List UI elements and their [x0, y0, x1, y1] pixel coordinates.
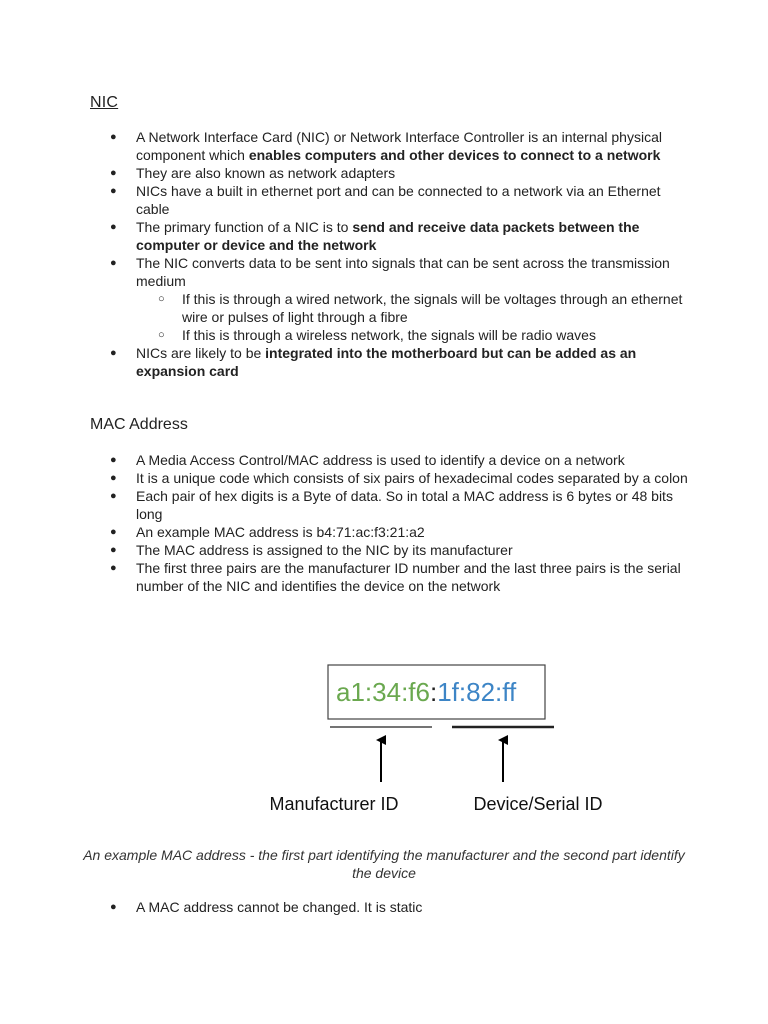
list-item: ● An example MAC address is b4:71:ac:f3:21:a2	[110, 523, 690, 541]
manufacturer-part-text: a1:34:f6	[336, 677, 430, 707]
mac-address-text	[336, 677, 517, 707]
mac-heading: MAC Address	[90, 416, 188, 433]
final-bullet-list	[110, 898, 690, 916]
bullet-text: NICs have a built in ethernet port and can be connected to a network via an Ethernet cable	[136, 183, 661, 217]
sub-list-item: ○ If this is through a wireless network, the signals will be radio waves	[136, 326, 690, 344]
device-part-text: 1f:82:ff	[437, 677, 517, 707]
list-item: ● The MAC address is assigned to the NIC by its manufacturer	[110, 541, 690, 559]
bullet-text: A Network Interface Card (NIC) or Network Interface Controller is an internal physical component which	[136, 129, 662, 163]
bullet-text: The NIC converts data to be sent into signals that can be sent across the transmission medium	[136, 255, 670, 289]
separator-text: :	[429, 677, 438, 707]
sub-list-item: ○ If this is through a wired network, the signals will be voltages through an ethernet wire or pulses of light through a fibre	[136, 290, 690, 326]
list-item: ● The first three pairs are the manufacturer ID number and the last three pairs is the serial number of the NIC and identifies the device on the network	[110, 559, 690, 595]
list-item: ● A Media Access Control/MAC address is used to identify a device on a network	[110, 451, 690, 469]
bullet-bold-text: enables computers and other devices to connect to a network	[248, 147, 661, 163]
nic-heading: NIC	[90, 94, 119, 111]
bullet-bold-text: send and receive data packets between the computer or device and the network	[136, 219, 640, 253]
device-serial-id-label: Device/Serial ID	[473, 794, 603, 814]
bullet-text: The primary function of a NIC is to	[136, 219, 353, 235]
manufacturer-id-label: Manufacturer ID	[269, 794, 399, 814]
bullet-text: They are also known as network adapters	[136, 165, 396, 181]
bullet-bold-text: integrated into the motherboard but can be added as an expansion card	[136, 345, 637, 379]
figure-caption: An example MAC address - the first part identifying the manufacturer and the second part identify the device	[83, 847, 685, 881]
list-item: ● It is a unique code which consists of six pairs of hexadecimal codes separated by a colon	[110, 469, 690, 487]
list-item: ● Each pair of hex digits is a Byte of data. So in total a MAC address is 6 bytes or 48 bits long	[110, 487, 690, 523]
list-item: ● A MAC address cannot be changed. It is static	[110, 898, 690, 916]
bullet-text: NICs are likely to be	[136, 345, 266, 361]
